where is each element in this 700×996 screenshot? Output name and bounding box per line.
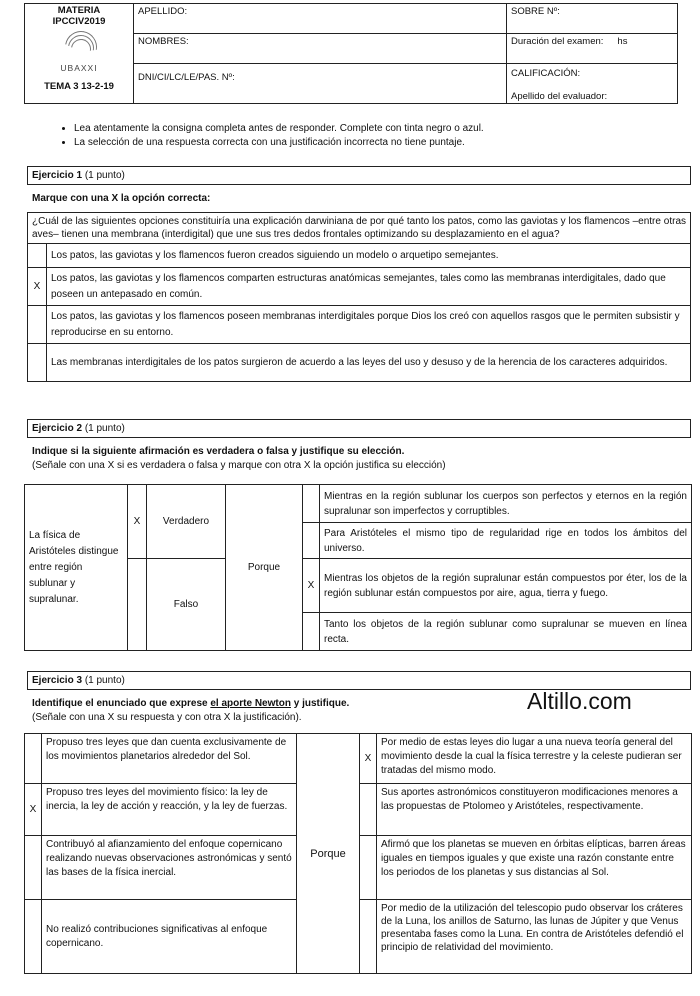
ex3-note: (Señale con una X su respuesta y con otra X la justificación). bbox=[32, 712, 302, 723]
ex3-title: Ejercicio 3 bbox=[32, 675, 83, 686]
ex1-option: Los patos, las gaviotas y los flamencos poseen membranas interdigitales porque Dios los creó con aquellos rasgos que le permiten subsistir y reproducirse en su entorno. bbox=[47, 306, 691, 344]
dni-field[interactable]: DNI/CI/LC/LE/PAS. Nº: bbox=[134, 64, 507, 104]
ex2-reason-mark[interactable] bbox=[303, 523, 320, 559]
watermark: Altillo.com bbox=[527, 688, 632, 714]
ex2-table bbox=[24, 484, 692, 651]
ex1-option: Los patos, las gaviotas y los flamencos fueron creados siguiendo un modelo o arquetipo semejantes. bbox=[47, 244, 691, 268]
ex3-left-mark[interactable]: X bbox=[25, 784, 42, 836]
ex1-header bbox=[27, 166, 691, 185]
ex2-true-mark[interactable]: X bbox=[128, 485, 147, 559]
ex2-porque: Porque bbox=[226, 485, 303, 651]
ex3-instruction-text: Identifique el enunciado que exprese bbox=[32, 698, 211, 709]
materia-code: IPCCIV2019 bbox=[52, 16, 106, 27]
ex3-points: (1 punto) bbox=[84, 675, 125, 686]
ex2-true-label: Verdadero bbox=[147, 485, 226, 559]
ex2-reason: Mientras los objetos de la región supralunar están compuestos por éter, los de la región sublunar están compuestos por aire, agua, tierra y fuego. bbox=[320, 559, 692, 613]
ex3-left-option: Propuso tres leyes del movimiento físico: la ley de inercia, la ley de acción y reacción, y la ley de fuerzas. bbox=[42, 784, 297, 836]
ex2-statement: La física de Aristóteles distingue entre región sublunar y supralunar. bbox=[25, 485, 128, 651]
header-table bbox=[24, 3, 678, 104]
ex2-header bbox=[27, 419, 691, 438]
university-name: UBAXXI bbox=[60, 63, 98, 73]
ex3-table bbox=[24, 733, 692, 974]
ex2-false-mark[interactable] bbox=[128, 559, 147, 651]
instruction-item: • Lea atentamente la consigna completa antes de responder. Complete con tinta negro o azul. bbox=[74, 122, 694, 136]
nombres-field[interactable]: NOMBRES: bbox=[134, 34, 507, 64]
materia-cell bbox=[25, 4, 134, 104]
ex1-title: Ejercicio 1 bbox=[32, 170, 83, 181]
apellido-field[interactable]: APELLIDO: bbox=[134, 4, 507, 34]
ex2-reason: Tanto los objetos de la región sublunar como supralunar se mueven en línea recta. bbox=[320, 613, 692, 651]
ex1-question: ¿Cuál de las siguientes opciones constituiría una explicación darwiniana de por qué tanto los patos, como las gaviotas y los flamencos –entre otras aves– tienen una membrana (interdigital) que une sus tres dedos frontales optimizando su desplazamiento en el agua? bbox=[28, 213, 691, 244]
ex3-left-option: No realizó contribuciones significativas al enfoque copernicano. bbox=[42, 900, 297, 974]
ex2-reason: Para Aristóteles el mismo tipo de regularidad rige en todos los ámbitos del universo. bbox=[320, 523, 692, 559]
ex3-left-option: Propuso tres leyes que dan cuenta exclusivamente de los movimientos planetarios alrededor del Sol. bbox=[42, 734, 297, 784]
instructions-list bbox=[40, 122, 694, 150]
ex3-right-mark[interactable] bbox=[360, 836, 377, 900]
ex3-right-option: Por medio de la utilización del telescopio pudo observar los cráteres de la Luna, los anillos de Saturno, las lunas de Júpiter y que Venus presentaba fases como la Luna. En contra de Aristóteles defendió el principio de relatividad del movimiento. bbox=[377, 900, 692, 974]
calificacion-field[interactable] bbox=[507, 64, 678, 104]
ex1-mark-cell[interactable] bbox=[28, 306, 47, 344]
ex2-reason: Mientras en la región sublunar los cuerpos son perfectos y eternos en la región supralunar son imperfectos y corruptibles. bbox=[320, 485, 692, 523]
ex3-instruction-text: y justifique. bbox=[290, 698, 350, 709]
ex1-option: Los patos, las gaviotas y los flamencos comparten estructuras anatómicas semejantes, tales como las membranas interdigitales, dado que poseen un antepasado en común. bbox=[47, 268, 691, 306]
ex2-points: (1 punto) bbox=[84, 423, 125, 434]
ex3-left-mark[interactable] bbox=[25, 836, 42, 900]
ex3-instruction bbox=[32, 698, 349, 709]
ex2-instruction: Indique si la siguiente afirmación es verdadera o falsa y justifique su elección. bbox=[32, 446, 405, 457]
tema-label: TEMA 3 13-2-19 bbox=[44, 81, 114, 92]
ex1-mark-cell[interactable]: X bbox=[28, 268, 47, 306]
ex3-instruction-underlined: el aporte Newton bbox=[210, 698, 291, 709]
ex3-right-option: Por medio de estas leyes dio lugar a una nueva teoría general del movimiento desde la cual la física terrestre y la celeste pudieran ser tratadas del mismo modo. bbox=[377, 734, 692, 784]
ex3-right-mark[interactable] bbox=[360, 784, 377, 836]
ex2-reason-mark[interactable] bbox=[303, 613, 320, 651]
ex1-instruction: Marque con una X la opción correcta: bbox=[32, 193, 211, 204]
duracion-unit: hs bbox=[617, 36, 628, 47]
ex3-right-option: Afirmó que los planetas se mueven en órbitas elípticas, barren áreas iguales en tiempos iguales y que existe una razón constante entre los periodos de los planetas y sus distancias al Sol. bbox=[377, 836, 692, 900]
ex3-left-option: Contribuyó al afianzamiento del enfoque copernicano realizando nuevas observaciones astronómicas y sentó las bases de la física inercial. bbox=[42, 836, 297, 900]
ex3-left-mark[interactable] bbox=[25, 734, 42, 784]
duracion-field[interactable] bbox=[507, 34, 678, 64]
ex3-left-mark[interactable] bbox=[25, 900, 42, 974]
ex1-table bbox=[27, 212, 691, 382]
instruction-item: • La selección de una respuesta correcta con una justificación incorrecta no tiene puntaje. bbox=[74, 136, 694, 150]
duracion-label: Duración del examen: bbox=[511, 36, 604, 47]
ex3-right-mark[interactable] bbox=[360, 900, 377, 974]
sobre-field[interactable]: SOBRE Nº: bbox=[507, 4, 678, 34]
ex1-option: Las membranas interdigitales de los patos surgieron de acuerdo a las leyes del uso y desuso y de la herencia de los caracteres adquiridos. bbox=[47, 344, 691, 382]
ex3-right-option: Sus aportes astronómicos constituyeron modificaciones menores a las propuestas de Ptolomeo y Aristóteles, respectivamente. bbox=[377, 784, 692, 836]
materia-label: MATERIA bbox=[57, 5, 101, 16]
uba-logo-icon bbox=[59, 29, 99, 63]
evaluador-label: Apellido del evaluador: bbox=[511, 91, 608, 102]
ex1-points: (1 punto) bbox=[84, 170, 125, 181]
ex2-note: (Señale con una X si es verdadera o falsa y marque con otra X la opción justifica su elección) bbox=[32, 460, 446, 471]
ex2-false-label: Falso bbox=[147, 559, 226, 651]
ex2-title: Ejercicio 2 bbox=[32, 423, 83, 434]
ex3-right-mark[interactable]: X bbox=[360, 734, 377, 784]
ex3-porque: Porque bbox=[297, 734, 360, 974]
ex2-reason-mark[interactable]: X bbox=[303, 559, 320, 613]
calificacion-label: CALIFICACIÓN: bbox=[511, 68, 581, 79]
ex2-reason-mark[interactable] bbox=[303, 485, 320, 523]
ex1-mark-cell[interactable] bbox=[28, 244, 47, 268]
ex1-mark-cell[interactable] bbox=[28, 344, 47, 382]
